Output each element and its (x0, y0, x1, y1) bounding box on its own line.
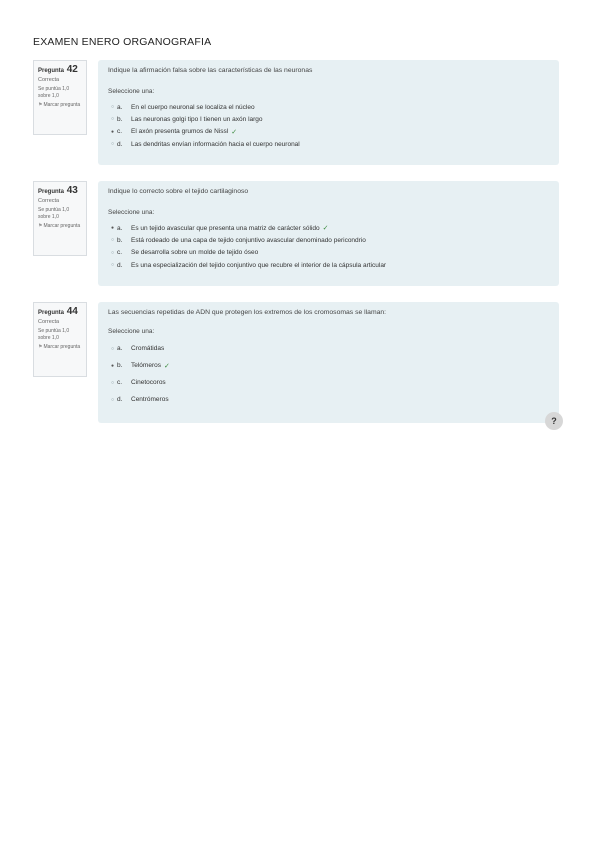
question-number: Pregunta 44 (38, 306, 78, 317)
question-info (33, 60, 87, 135)
answer-list (108, 101, 549, 150)
answer-option-a[interactable]: ○ a. Cromátidas (108, 340, 549, 357)
flag-icon: ⚑ (38, 344, 43, 350)
answer-option-c[interactable]: ● c. El axón presenta grumos de Nissl ✓ (108, 126, 549, 138)
answer-option-c[interactable]: ○ c. Se desarrolla sobre un molde de tejido óseo (108, 247, 549, 259)
question-content (98, 181, 559, 286)
answer-option-a[interactable]: ● a. Es un tejido avascular que presenta una matriz de carácter sólido ✓ (108, 222, 549, 234)
question-state: Correcta (38, 198, 60, 204)
question-state: Correcta (38, 319, 60, 325)
radio-icon[interactable]: ● (110, 128, 115, 135)
answer-option-d[interactable]: ○ d. Centrómeros (108, 391, 549, 408)
question-number: Pregunta 43 (38, 185, 78, 196)
question-text: Indique lo correcto sobre el tejido cartilaginoso (108, 188, 249, 195)
answer-option-c[interactable]: ○ c. Cinetocoros (108, 374, 549, 391)
answer-prompt: Seleccione una: (108, 88, 155, 95)
question-content (98, 302, 559, 423)
check-icon: ✓ (163, 362, 170, 370)
radio-icon[interactable]: ● (110, 362, 115, 369)
question-info (33, 181, 87, 256)
radio-icon[interactable]: ○ (110, 262, 115, 269)
flag-question-button[interactable]: ⚑ Marcar pregunta (38, 223, 81, 229)
answer-list (108, 222, 549, 271)
radio-icon[interactable]: ● (110, 225, 115, 232)
answer-option-d[interactable]: ○ d. Las dendritas envían información hacia el cuerpo neuronal (108, 138, 549, 150)
answer-option-a[interactable]: ○ a. En el cuerpo neuronal se localiza el núcleo (108, 101, 549, 113)
answer-option-d[interactable]: ○ d. Es una especialización del tejido conjuntivo que recubre el interior de la cápsula articular (108, 259, 549, 271)
radio-icon[interactable]: ○ (110, 249, 115, 256)
page-title: EXAMEN ENERO ORGANOGRAFIA (33, 36, 212, 48)
radio-icon[interactable]: ○ (110, 379, 115, 386)
question-number: Pregunta 42 (38, 64, 78, 75)
question-grade: Se puntúa 1,0 sobre 1,0 (38, 86, 70, 99)
question-state: Correcta (38, 77, 60, 83)
radio-icon[interactable]: ○ (110, 104, 115, 111)
question-text: Las secuencias repetidas de ADN que protegen los extremos de los cromosomas se llaman: (108, 309, 387, 316)
flag-icon: ⚑ (38, 223, 43, 229)
radio-icon[interactable]: ○ (110, 345, 115, 352)
radio-icon[interactable]: ○ (110, 141, 115, 148)
question-grade: Se puntúa 1,0 sobre 1,0 (38, 207, 70, 220)
answer-list (108, 340, 549, 408)
answer-option-b[interactable]: ○ b. Está rodeado de una capa de tejido conjuntivo avascular denominado pericondrio (108, 234, 549, 246)
flag-question-button[interactable]: ⚑ Marcar pregunta (38, 102, 81, 108)
question-info (33, 302, 87, 377)
question-content (98, 60, 559, 165)
question-grade: Se puntúa 1,0 sobre 1,0 (38, 328, 70, 341)
answer-option-b[interactable]: ● b. Telómeros ✓ (108, 357, 549, 374)
radio-icon[interactable]: ○ (110, 396, 115, 403)
help-button[interactable]: ? (545, 412, 563, 430)
answer-prompt: Seleccione una: (108, 328, 155, 335)
radio-icon[interactable]: ○ (110, 237, 115, 244)
flag-icon: ⚑ (38, 102, 43, 108)
answer-prompt: Seleccione una: (108, 209, 155, 216)
answer-option-b[interactable]: ○ b. Las neuronas golgi tipo I tienen un axón largo (108, 113, 549, 125)
check-icon: ✓ (322, 225, 329, 233)
question-text: Indique la afirmación falsa sobre las características de las neuronas (108, 67, 313, 74)
radio-icon[interactable]: ○ (110, 116, 115, 123)
check-icon: ✓ (231, 128, 238, 136)
flag-question-button[interactable]: ⚑ Marcar pregunta (38, 344, 81, 350)
